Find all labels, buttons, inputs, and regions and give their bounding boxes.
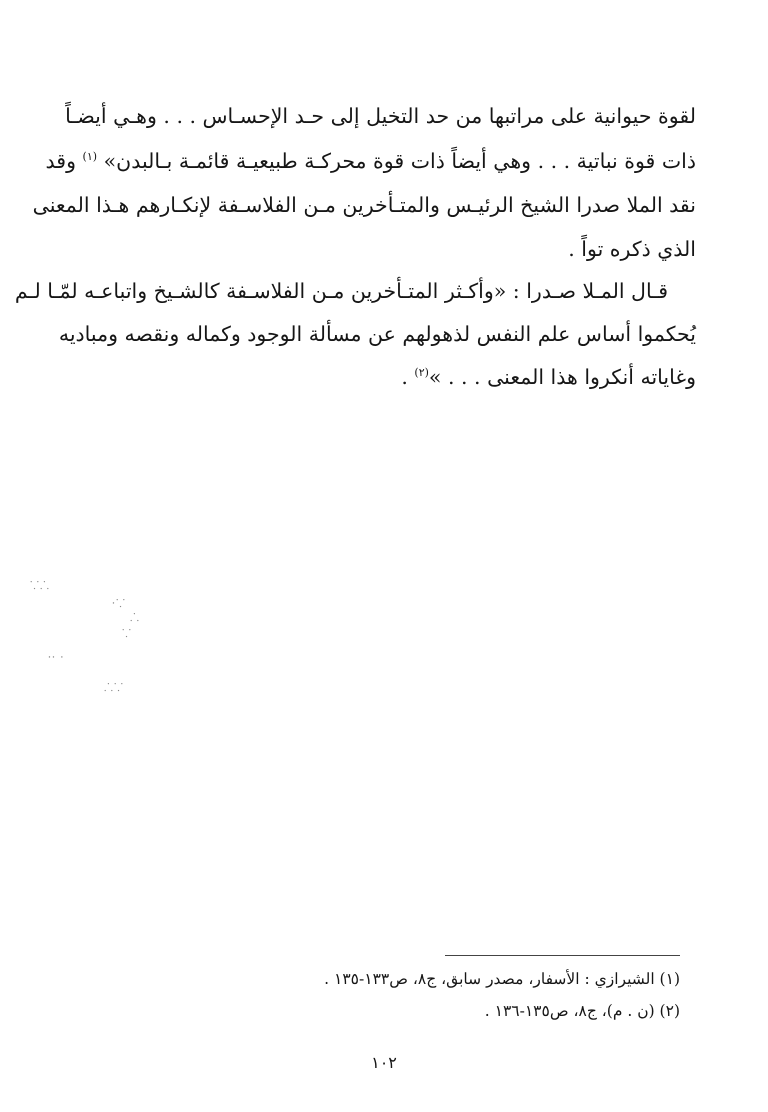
footnote-ref-2: (٢) [414,366,429,380]
body-line-6: يُحكموا أساس علم النفس لذهولهم عن مسألة الوجود وكماله ونقصه ومباديه [58,322,696,346]
footnote-1: (١) الشيرازي : الأسفار، مصدر سابق، ج٨، ص١٣٣-١٣٥ . [324,970,680,988]
body-line-2: ذات قوة نباتية . . . وهي أيضاً ذات قوة محركـة طبيعيـة قائمـة بـالبدن» $^{(١)}$ وقد [45,149,696,173]
page-number: ١٠٢ [371,1053,397,1072]
footnote-separator [445,955,680,956]
footnote-ref-1: (١) [82,150,98,164]
footnote-2: (٢) (ن . م)، ج٨، ص١٣٥-١٣٦ . [484,1002,680,1020]
scan-speck: ⸫ [130,611,141,624]
body-line-3: نقد الملا صدرا الشيخ الرئيـس والمتـأخرين مـن الفلاسـفة لإنكـارهم هـذا المعنى [32,193,696,217]
scan-speck: ⸪⸫ [30,579,51,592]
scan-speck: ⸱⸱ ⸱ [48,651,65,664]
body-line-5: قـال المـلا صـدرا : «وأكـثر المتـأخرين مـن الفلاسـفة كالشـيخ واتباعـه لمّـا لـم [14,279,668,303]
scan-speck: ⸫⸪ [104,681,125,694]
body-line-7: وغاياته أنكروا هذا المعنى . . . »$^{(٢)}$ . [401,365,696,389]
scan-speck: ⸪ [122,627,133,640]
body-line-4: الذي ذكره تواً . [568,237,696,261]
scan-speck: ⸱⸪ [112,597,126,610]
body-line-1: لقوة حيوانية على مراتبها من حد التخيل إلى حـد الإحسـاس . . . وهـي أيضـاً [65,104,696,128]
